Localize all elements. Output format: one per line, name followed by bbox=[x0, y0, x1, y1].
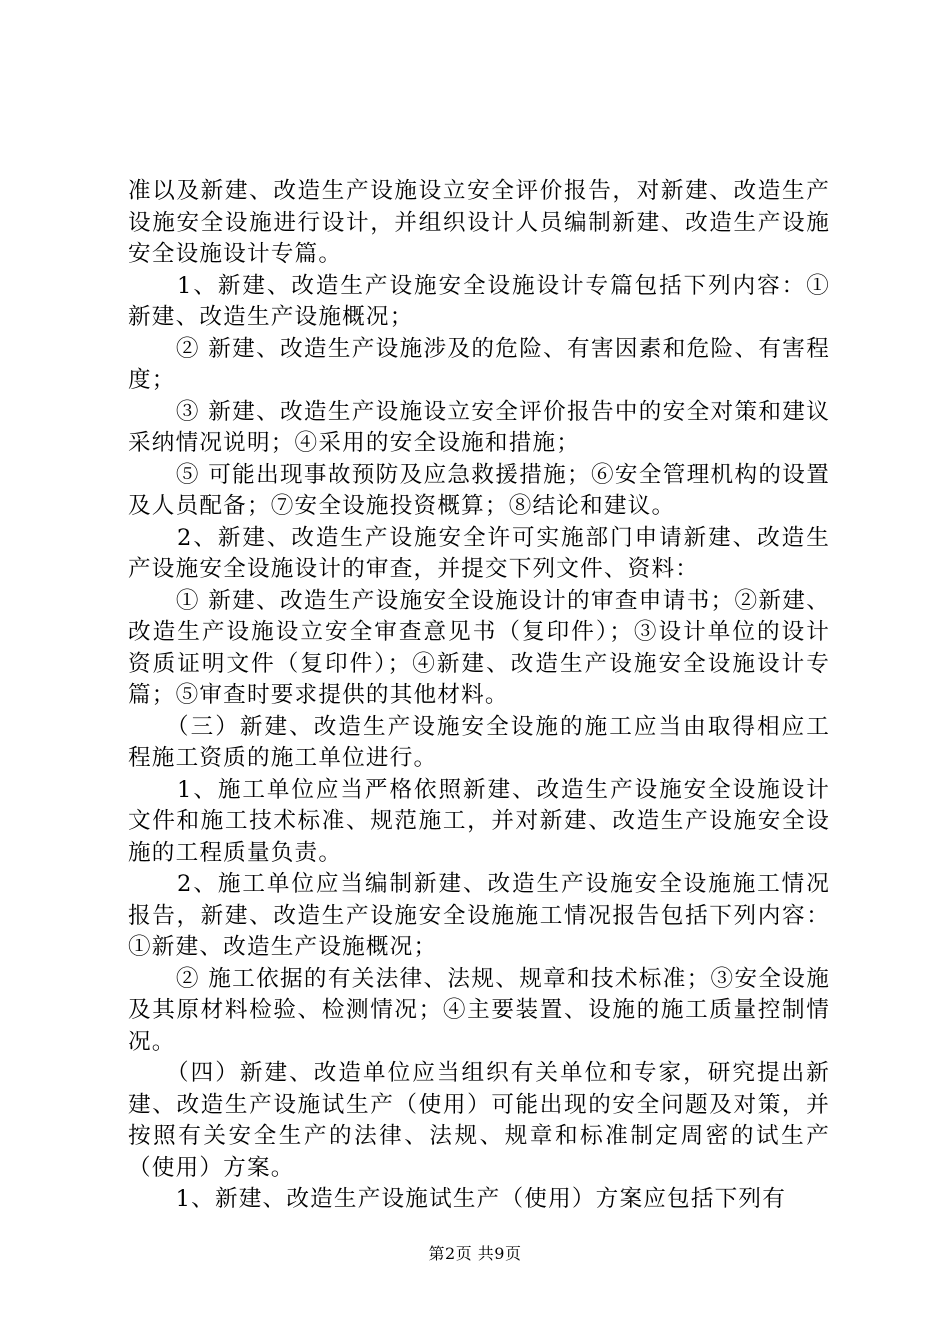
paragraph-1: 准以及新建、改造生产设施设立安全评价报告，对新建、改造生产设施安全设施进行设计，并组织设计人员编制新建、改造生产设施安全设施设计专篇。 bbox=[128, 178, 830, 267]
paragraph-11: ② 施工依据的有关法律、法规、规章和技术标准；③安全设施及其原材料检验、检测情况；④主要装置、设施的施工质量控制情况。 bbox=[128, 965, 830, 1055]
paragraph-7: ① 新建、改造生产设施安全设施设计的审查申请书；②新建、改造生产设施设立安全审查意见书（复印件）；③设计单位的设计资质证明文件（复印件）；④新建、改造生产设施安全设施设计专篇；⑤审查时要求提供的其他材料。 bbox=[128, 587, 830, 708]
paragraph-9: 1、施工单位应当严格依照新建、改造生产设施安全设施设计文件和施工技术标准、规范施工，并对新建、改造生产设施安全设施的工程质量负责。 bbox=[128, 776, 830, 866]
paragraph-13: 1、新建、改造生产设施试生产（使用）方案应包括下列有 bbox=[128, 1186, 787, 1212]
page-number-footer: 第2页 共9页 bbox=[428, 1244, 522, 1263]
paragraph-5: ⑤ 可能出现事故预防及应急救援措施；⑥安全管理机构的设置及人员配备；⑦安全设施投资概算；⑧结论和建议。 bbox=[128, 461, 830, 519]
paragraph-10: 2、施工单位应当编制新建、改造生产设施安全设施施工情况报告，新建、改造生产设施安全设施施工情况报告包括下列内容：①新建、改造生产设施概况； bbox=[128, 871, 830, 960]
paragraph-12: （四）新建、改造单位应当组织有关单位和专家，研究提出新建、改造生产设施试生产（使用）可能出现的安全问题及对策，并按照有关安全生产的法律、法规、规章和标准制定周密的试生产（使用）方案。 bbox=[128, 1060, 830, 1181]
paragraph-4: ③ 新建、改造生产设施设立安全评价报告中的安全对策和建议采纳情况说明；④采用的安全设施和措施； bbox=[128, 398, 830, 456]
paragraph-8: （三）新建、改造生产设施安全设施的施工应当由取得相应工程施工资质的施工单位进行。 bbox=[128, 713, 830, 771]
paragraph-6: 2、新建、改造生产设施安全许可实施部门申请新建、改造生产设施安全设施设计的审查，并提交下列文件、资料： bbox=[128, 524, 830, 582]
paragraph-2: 1、新建、改造生产设施安全设施设计专篇包括下列内容：①新建、改造生产设施概况； bbox=[128, 272, 830, 330]
paragraph-3: ② 新建、改造生产设施涉及的危险、有害因素和危险、有害程度； bbox=[128, 335, 830, 393]
document-body bbox=[128, 176, 830, 1216]
